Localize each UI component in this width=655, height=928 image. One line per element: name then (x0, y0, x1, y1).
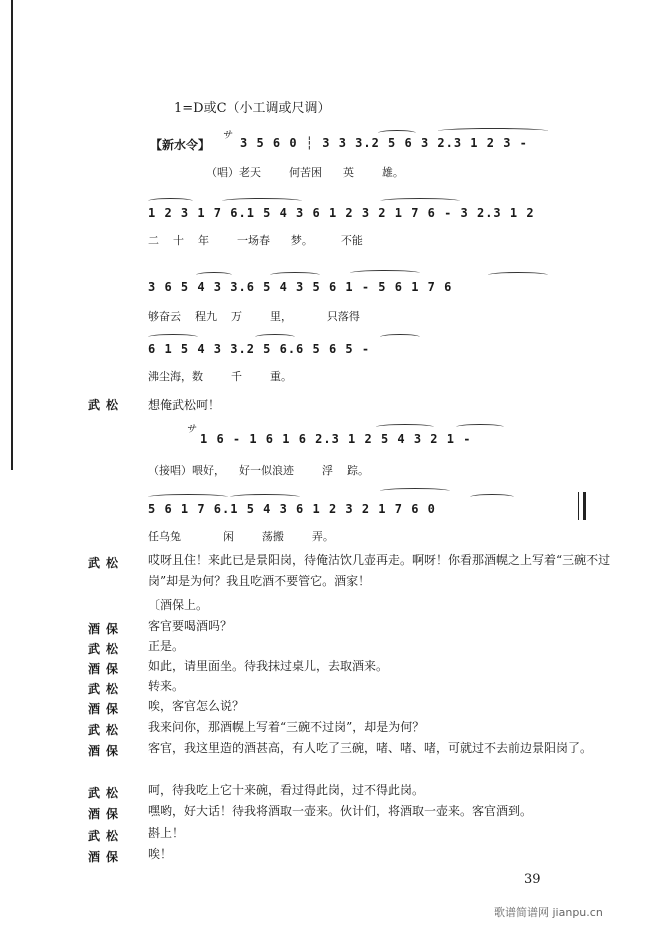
watermark: 歌谱简谱网 jianpu.cn (494, 906, 603, 919)
dialogue-text: 哎呀且住！来此已是景阳岗，待俺沽饮几壶再走。啊呀！你看那酒幌之上写着“三碗不过岗”却是为何？我且吃酒不要管它。酒家！ (148, 553, 611, 588)
score-line-3-lyric: 够奋云 程九 万 里， 只落得 (148, 310, 360, 323)
slur (380, 488, 450, 494)
speaker-name: 武松 (88, 642, 125, 656)
key-signature: 1=D或C（小工调或尺调） (174, 101, 331, 116)
score-line-1-notes: 3 5 6 0 ┆ 3 3 3.2 5 6 3 2.3 1 2 3 - (240, 136, 528, 150)
page-number: 39 (524, 872, 541, 887)
dialogue-text: 唉，客官怎么说？ (148, 699, 245, 713)
dialogue-text: 斟上！ (148, 826, 185, 840)
speaker-name: 武松 (88, 682, 125, 696)
slur (378, 130, 416, 136)
stage-direction: 〔酒保上。 (148, 598, 209, 612)
speaker-name: 武松 (88, 556, 125, 570)
score-line-6-lyric: 任乌兔 闲 荡搬 弄。 (148, 530, 334, 543)
slur (380, 198, 460, 204)
speaker-name: 武松 (88, 723, 125, 737)
dialogue-text: 呵，待我吃上它十来碗，看过得此岗，过不得此岗。 (148, 783, 425, 797)
slur (470, 494, 514, 500)
dialogue-text: 如此，请里面坐。待我抹过桌儿，去取酒来。 (148, 659, 389, 673)
dialogue-text: 转来。 (148, 679, 185, 693)
slur (222, 198, 302, 204)
slur (148, 198, 193, 204)
slur (438, 128, 548, 134)
slur (148, 494, 228, 500)
score-line-4-notes: 6 1 5 4 3 3.2 5 6.6 5 6 5 - (148, 342, 371, 356)
slur (376, 424, 434, 430)
slur (270, 272, 320, 278)
slur (148, 334, 198, 340)
tune-name: 【新水令】 (150, 138, 211, 152)
speaker-name: 酒保 (88, 662, 125, 676)
score-line-5-lyric: （接唱）喂好， 好一似浪迹 浮 踪。 (148, 464, 369, 477)
slur (488, 272, 548, 278)
tempo-mark: サ (186, 424, 196, 435)
slur (456, 424, 504, 430)
speaker-name: 酒保 (88, 744, 125, 758)
dialogue-text: 嘿哟，好大话！待我将酒取一壶来。伙计们，将酒取一壶来。客官酒到。 (148, 804, 533, 818)
speaker-name: 酒保 (88, 850, 125, 864)
speaker-name: 酒保 (88, 622, 125, 636)
final-barline (578, 492, 586, 520)
speaker-name: 酒保 (88, 807, 125, 821)
tempo-mark: サ (222, 130, 232, 141)
slur (230, 494, 300, 500)
dialogue-text: 我来问你，那酒幌上写着“三碗不过岗”，却是为何？ (148, 720, 425, 734)
score-line-2-notes: 1 2 3 1 7 6.1 5 4 3 6 1 2 3 2 1 7 6 - 3 2.3 1 2 (148, 206, 535, 220)
dialogue-text: 唉！ (148, 847, 173, 861)
spoken-line: 想俺武松呵！ (148, 398, 221, 412)
speaker-name: 武松 (88, 398, 125, 412)
score-line-1-lyric: （唱）老天 何苦困 英 雄。 (206, 166, 404, 179)
slur (380, 334, 420, 340)
speaker-name: 武松 (88, 829, 125, 843)
score-line-4-lyric: 沸尘海，数 千 重。 (148, 370, 292, 383)
speaker-name: 武松 (88, 786, 125, 800)
score-line-5-notes: 1 6 - 1 6 1 6 2.3 1 2 5 4 3 2 1 - (200, 432, 472, 446)
score-line-3-notes: 3 6 5 4 3 3.6 5 4 3 5 6 1 - 5 6 1 7 6 (148, 280, 453, 294)
dialogue-text: 客官要喝酒吗？ (148, 619, 233, 633)
slur (196, 272, 232, 278)
page-edge-rule (11, 0, 13, 470)
score-line-2-lyric: 二 十 年 一场春 梦。 不能 (148, 234, 363, 247)
score-line-6-notes: 5 6 1 7 6.1 5 4 3 6 1 2 3 2 1 7 6 0 (148, 502, 436, 516)
slur (255, 334, 295, 340)
dialogue-text: 正是。 (148, 639, 185, 653)
speaker-name: 酒保 (88, 702, 125, 716)
slur (350, 270, 420, 276)
dialogue-text: 客官，我这里造的酒甚高，有人吃了三碗，啫、啫、啫，可就过不去前边景阳岗了。 (148, 741, 593, 755)
